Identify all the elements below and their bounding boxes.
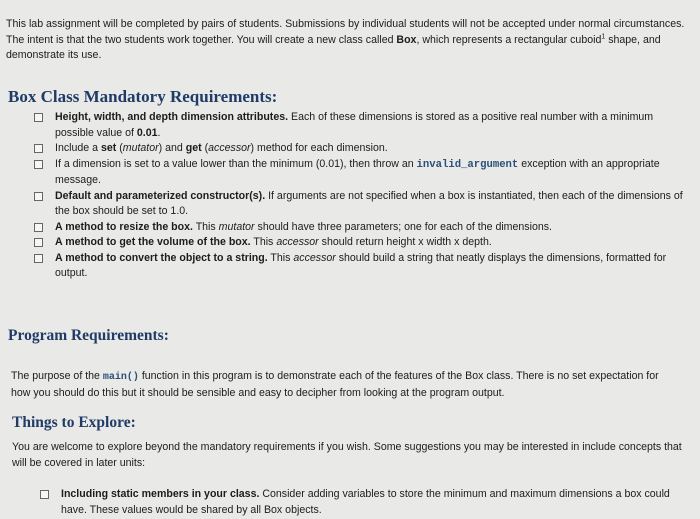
- intro-text-3: shape, and demonstrate its use.: [6, 33, 661, 61]
- list-item: A method to convert the object to a string. This accessor should build a string that neatly displays the dimensions, formatted for output.: [34, 251, 684, 282]
- box-requirements-list: [34, 110, 684, 282]
- inline-code: invalid_argument: [416, 158, 519, 171]
- list-item: Default and parameterized constructor(s). If arguments are not specified when a box is instantiated, then each of the dimensions of the box should be set to 1.0.: [34, 189, 684, 220]
- inline-code: main(): [102, 372, 139, 383]
- intro-text-2: , which represents a rectangular cuboid: [416, 33, 602, 46]
- box-requirements-heading: Box Class Mandatory Requirements:: [8, 87, 278, 106]
- things-to-explore-heading: Things to Explore:: [12, 414, 136, 431]
- footnote-marker: 1: [601, 32, 606, 40]
- list-item: Including static members in your class. Consider adding variables to store the minimum and maximum dimensions a box could have. These values would be shared by all Box objects.: [40, 487, 688, 518]
- list-item: A method to resize the box. This mutator should have three parameters; one for each of the dimensions.: [34, 220, 684, 236]
- intro-text-1: This lab assignment will be completed by pairs of students. Submissions by individual students will not be accepted under normal circumstances. The intent is that the two students work together. You will create a new class called: [6, 18, 685, 46]
- list-item: Include a set (mutator) and get (accessor) method for each dimension.: [34, 141, 684, 157]
- program-requirements-heading: Program Requirements:: [8, 327, 169, 344]
- checkbox-icon: [34, 144, 43, 153]
- checkbox-icon: [34, 113, 43, 122]
- checkbox-icon: [34, 238, 43, 247]
- checkbox-icon: [34, 254, 43, 263]
- checkbox-icon: [34, 192, 43, 201]
- list-item: A method to get the volume of the box. This accessor should return height x width x depth.: [34, 235, 684, 251]
- list-item: If a dimension is set to a value lower than the minimum (0.01), then throw an invalid_argument exception with an appropriate message.: [34, 157, 684, 189]
- checkbox-icon: [40, 490, 49, 499]
- explore-intro-paragraph: You are welcome to explore beyond the mandatory requirements if you wish. Some suggestions you may be interested in include concepts that will be covered in later units:: [12, 441, 682, 469]
- list-item: Height, width, and depth dimension attributes. Each of these dimensions is stored as a positive real number with a minimum possible value of 0.01.: [34, 110, 684, 141]
- intro-class-name: Box: [396, 33, 417, 46]
- intro-paragraph: [6, 17, 694, 64]
- program-paragraph: The purpose of the main() function in this program is to demonstrate each of the features of the Box class. There is no set expectation for how you should do this but it should be sensible and easy to decipher from looking at the program output.: [11, 370, 659, 399]
- explore-list: [40, 487, 688, 518]
- checkbox-icon: [34, 160, 43, 169]
- checkbox-icon: [34, 223, 43, 232]
